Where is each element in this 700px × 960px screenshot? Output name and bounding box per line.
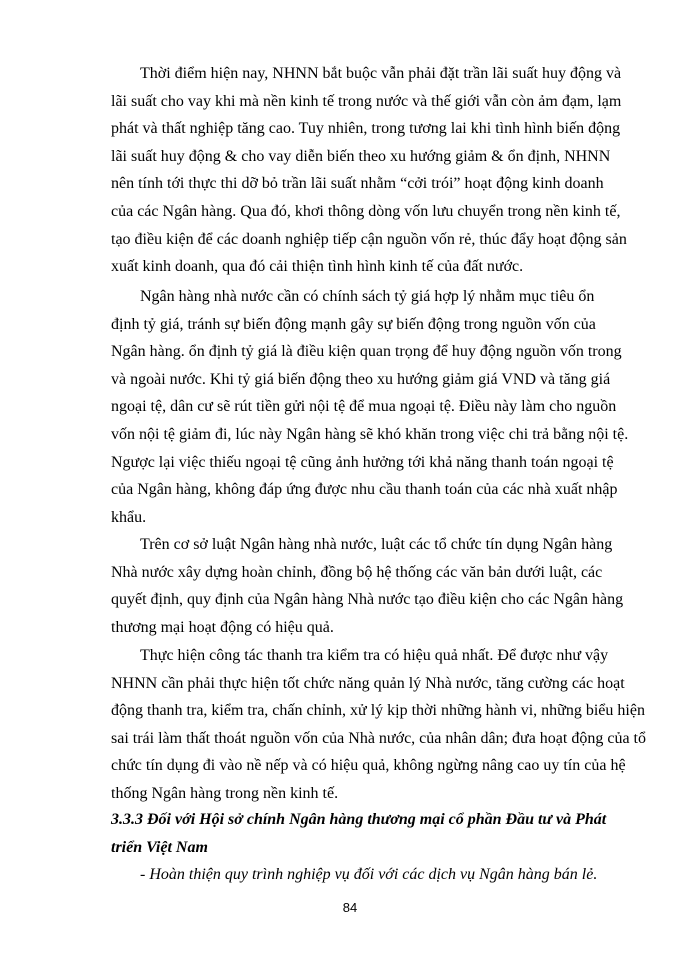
text-line: nên tính tới thực thi dỡ bỏ trần lãi suất nhằm “cởi trói” hoạt động kinh doanh xyxy=(111,175,604,193)
text-line: Nhà nước xây dựng hoàn chỉnh, đồng bộ hệ thống các văn bản dưới luật, các xyxy=(111,563,603,581)
bullet-text: - Hoàn thiện quy trình nghiệp vụ đối với các dịch vụ Ngân hàng bán lẻ. xyxy=(140,866,598,883)
paragraph-exchange-rate-policy xyxy=(111,283,637,531)
section-heading xyxy=(111,806,637,861)
paragraph-inspection xyxy=(111,642,646,808)
text-line: Ngân hàng. ổn định tỷ giá là điều kiện quan trọng để huy động nguồn vốn trong xyxy=(111,343,622,361)
text-line: Ngân hàng nhà nước cần có chính sách tỷ giá hợp lý nhằm mục tiêu ổn xyxy=(140,288,595,305)
text-line: động thanh tra, kiểm tra, chấn chỉnh, xử lý kịp thời những hành vi, những biểu hiện xyxy=(111,702,645,720)
paragraph-interest-rate-cap xyxy=(111,60,637,281)
text-line: lãi suất cho vay khi mà nền kinh tế trong nước và thế giới vẫn còn ảm đạm, lạm xyxy=(111,92,622,110)
text-line: phát và thất nghiệp tăng cao. Tuy nhiên, trong tương lai khi tình hình biến động xyxy=(111,120,621,138)
text-line: sai trái làm thất thoát nguồn vốn của Nhà nước, của nhân dân; đưa hoạt động của tổ xyxy=(111,729,646,747)
page-number: 84 xyxy=(342,900,358,915)
text-line: quyết định, quy định của Ngân hàng Nhà nước tạo điều kiện cho các Ngân hàng xyxy=(111,591,624,609)
text-line: định tỷ giá, tránh sự biến động mạnh gây sự biến động trong nguồn vốn của xyxy=(111,315,596,333)
bullet-item xyxy=(111,861,637,889)
text-line: NHNN cần phải thực hiện tốt chức năng quản lý Nhà nước, tăng cường các hoạt xyxy=(111,674,625,692)
text-line: Thực hiện công tác thanh tra kiểm tra có hiệu quả nhất. Để được như vậy xyxy=(140,647,609,664)
text-line: Thời điểm hiện nay, NHNN bắt buộc vẫn phải đặt trần lãi suất huy động và xyxy=(140,65,622,82)
text-line: và ngoài nước. Khi tỷ giá biến động theo xu hướng giảm giá VND và tăng giá xyxy=(111,370,611,388)
text-line: tạo điều kiện để các doanh nghiệp tiếp cận nguồn vốn rẻ, thúc đẩy hoạt động sản xyxy=(111,230,627,248)
text-line: của các Ngân hàng. Qua đó, khơi thông dòng vốn lưu chuyển trong nền kinh tế, xyxy=(111,202,621,220)
heading-line: 3.3.3 Đối với Hội sở chính Ngân hàng thương mại cổ phần Đầu tư và Phát xyxy=(111,811,607,828)
text-line: vốn nội tệ giảm đi, lúc này Ngân hàng sẽ khó khăn trong việc chi trả bằng nội tệ. xyxy=(111,425,629,443)
text-line: ngoại tệ, dân cư sẽ rút tiền gửi nội tệ để mua ngoại tệ. Điều này làm cho nguồn xyxy=(111,398,617,416)
text-line: thống Ngân hàng trong nền kinh tế. xyxy=(111,784,339,802)
heading-line: triển Việt Nam xyxy=(111,838,208,856)
paragraph-legal-framework xyxy=(111,531,637,641)
text-line: lãi suất huy động & cho vay diễn biến theo xu hướng giảm & ổn định, NHNN xyxy=(111,147,611,165)
text-line: xuất kinh doanh, qua đó cải thiện tình hình kinh tế của đất nước. xyxy=(111,258,524,276)
text-line: của Ngân hàng, không đáp ứng được nhu cầu thanh toán của các nhà xuất nhập xyxy=(111,481,618,499)
text-line: khẩu. xyxy=(111,508,147,526)
text-line: chức tín dụng đi vào nề nếp và có hiệu quả, không ngừng nâng cao uy tín của hệ xyxy=(111,757,626,775)
text-line: Ngược lại việc thiếu ngoại tệ cũng ảnh hưởng tới khả năng thanh toán ngoại tệ xyxy=(111,453,614,471)
text-line: Trên cơ sở luật Ngân hàng nhà nước, luật các tổ chức tín dụng Ngân hàng xyxy=(140,536,613,553)
text-line: thương mại hoạt động có hiệu quả. xyxy=(111,618,334,636)
